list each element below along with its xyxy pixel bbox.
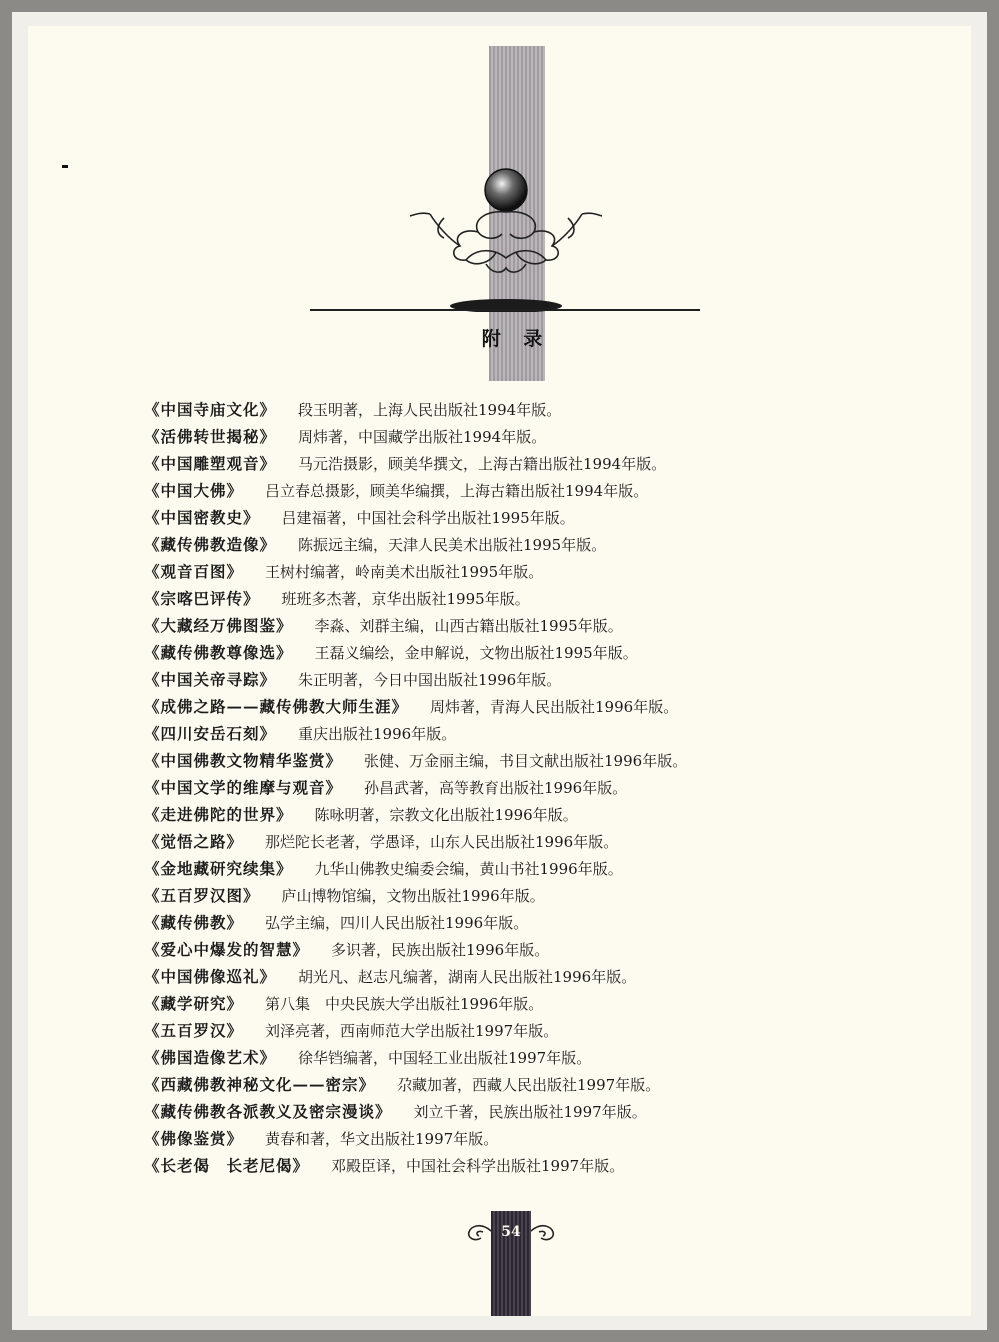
list-item (144, 531, 904, 558)
book-title: 《大藏经万佛图鉴》 (144, 616, 293, 635)
book-title: 《金地藏研究续集》 (144, 859, 293, 878)
list-item (144, 504, 904, 531)
book-title: 《成佛之路——藏传佛教大师生涯》 (144, 697, 409, 716)
margin-mark (62, 165, 68, 168)
book-title: 《爱心中爆发的智慧》 (144, 940, 310, 959)
page-title: 附 录 (481, 328, 551, 350)
list-item (144, 693, 904, 720)
publication-info: 弘学主编，四川人民出版社1996年版。 (265, 914, 529, 932)
publication-info: 尕藏加著，西藏人民出版社1997年版。 (397, 1076, 661, 1094)
publication-info: 九华山佛教史编委会编，黄山书社1996年版。 (314, 860, 623, 878)
publication-info: 马元浩摄影，顾美华撰文，上海古籍出版社1994年版。 (298, 455, 667, 473)
publication-info: 刘立千著，民族出版社1997年版。 (413, 1103, 647, 1121)
publication-info: 吕建福著，中国社会科学出版社1995年版。 (281, 509, 575, 527)
list-item (144, 720, 904, 747)
book-title: 《中国密教史》 (144, 508, 260, 527)
list-item (144, 585, 904, 612)
list-item (144, 1125, 904, 1152)
publication-info: 陈咏明著，宗教文化出版社1996年版。 (314, 806, 578, 824)
list-item (144, 774, 904, 801)
list-item (144, 1044, 904, 1071)
publication-info: 徐华铛编著，中国轻工业出版社1997年版。 (298, 1049, 592, 1067)
book-title: 《四川安岳石刻》 (144, 724, 277, 743)
list-item (144, 558, 904, 585)
book-title: 《五百罗汉》 (144, 1021, 244, 1040)
list-item (144, 612, 904, 639)
publication-info: 重庆出版社1996年版。 (298, 725, 457, 743)
book-title: 《中国关帝寻踪》 (144, 670, 277, 689)
publication-info: 胡光凡、赵志凡编著，湖南人民出版社1996年版。 (298, 968, 637, 986)
book-title: 《藏传佛教各派教义及密宗漫谈》 (144, 1102, 392, 1121)
publication-info: 段玉明著，上海人民出版社1994年版。 (298, 401, 562, 419)
list-item (144, 666, 904, 693)
list-item (144, 936, 904, 963)
book-title: 《佛像鉴赏》 (144, 1129, 244, 1148)
publication-info: 刘泽亮著，西南师范大学出版社1997年版。 (265, 1022, 559, 1040)
list-item (144, 909, 904, 936)
book-title: 《中国佛像巡礼》 (144, 967, 277, 986)
publication-info: 张健、万金丽主编，书目文献出版社1996年版。 (364, 752, 688, 770)
publication-info: 孙昌武著，高等教育出版社1996年版。 (364, 779, 628, 797)
list-item (144, 747, 904, 774)
publication-info: 黄春和著，华文出版社1997年版。 (265, 1130, 499, 1148)
book-title: 《观音百图》 (144, 562, 244, 581)
list-item (144, 855, 904, 882)
list-item (144, 1017, 904, 1044)
book-title: 《活佛转世揭秘》 (144, 427, 277, 446)
header-rule (310, 309, 700, 311)
publication-info: 第八集 中央民族大学出版社1996年版。 (265, 995, 544, 1013)
list-item (144, 450, 904, 477)
cloud-pearl-ornament-icon (406, 152, 606, 312)
publication-info: 多识著，民族出版社1996年版。 (331, 941, 550, 959)
book-title: 《中国佛教文物精华鉴赏》 (144, 751, 343, 770)
book-title: 《藏传佛教造像》 (144, 535, 277, 554)
book-title: 《藏传佛教》 (144, 913, 244, 932)
book-title: 《中国大佛》 (144, 481, 244, 500)
list-item (144, 882, 904, 909)
bibliography-list (144, 396, 904, 1179)
publication-info: 王磊义编绘，金申解说，文物出版社1995年版。 (314, 644, 638, 662)
publication-info: 王树村编著，岭南美术出版社1995年版。 (265, 563, 544, 581)
list-item (144, 990, 904, 1017)
list-item (144, 1152, 904, 1179)
book-title: 《藏学研究》 (144, 994, 244, 1013)
book-title: 《中国雕塑观音》 (144, 454, 277, 473)
publication-info: 周炜著，青海人民出版社1996年版。 (430, 698, 679, 716)
publication-info: 周炜著，中国藏学出版社1994年版。 (298, 428, 547, 446)
page-number: 54 (501, 1224, 521, 1240)
book-title: 《五百罗汉图》 (144, 886, 260, 905)
publication-info: 庐山博物馆编，文物出版社1996年版。 (281, 887, 545, 905)
list-item (144, 477, 904, 504)
book-title: 《中国文学的维摩与观音》 (144, 778, 343, 797)
publication-info: 那烂陀长老著，学愚译，山东人民出版社1996年版。 (265, 833, 619, 851)
book-title: 《觉悟之路》 (144, 832, 244, 851)
book-title: 《走进佛陀的世界》 (144, 805, 293, 824)
list-item (144, 1098, 904, 1125)
list-item (144, 828, 904, 855)
book-title: 《中国寺庙文化》 (144, 400, 277, 419)
list-item (144, 423, 904, 450)
publication-info: 陈振远主编，天津人民美术出版社1995年版。 (298, 536, 607, 554)
list-item (144, 801, 904, 828)
publication-info: 吕立春总摄影，顾美华编撰，上海古籍出版社1994年版。 (265, 482, 649, 500)
list-item (144, 396, 904, 423)
book-title: 《藏传佛教尊像选》 (144, 643, 293, 662)
list-item (144, 639, 904, 666)
publication-info: 班班多杰著，京华出版社1995年版。 (281, 590, 530, 608)
book-title: 《佛国造像艺术》 (144, 1048, 277, 1067)
list-item (144, 1071, 904, 1098)
book-title: 《西藏佛教神秘文化——密宗》 (144, 1075, 376, 1094)
publication-info: 李淼、刘群主编，山西古籍出版社1995年版。 (314, 617, 623, 635)
book-title: 《长老偈 长老尼偈》 (144, 1156, 310, 1175)
book-title: 《宗喀巴评传》 (144, 589, 260, 608)
publication-info: 朱正明著，今日中国出版社1996年版。 (298, 671, 562, 689)
list-item (144, 963, 904, 990)
page-content-area (28, 26, 971, 1316)
book-page (12, 12, 987, 1330)
publication-info: 邓殿臣译，中国社会科学出版社1997年版。 (331, 1157, 625, 1175)
